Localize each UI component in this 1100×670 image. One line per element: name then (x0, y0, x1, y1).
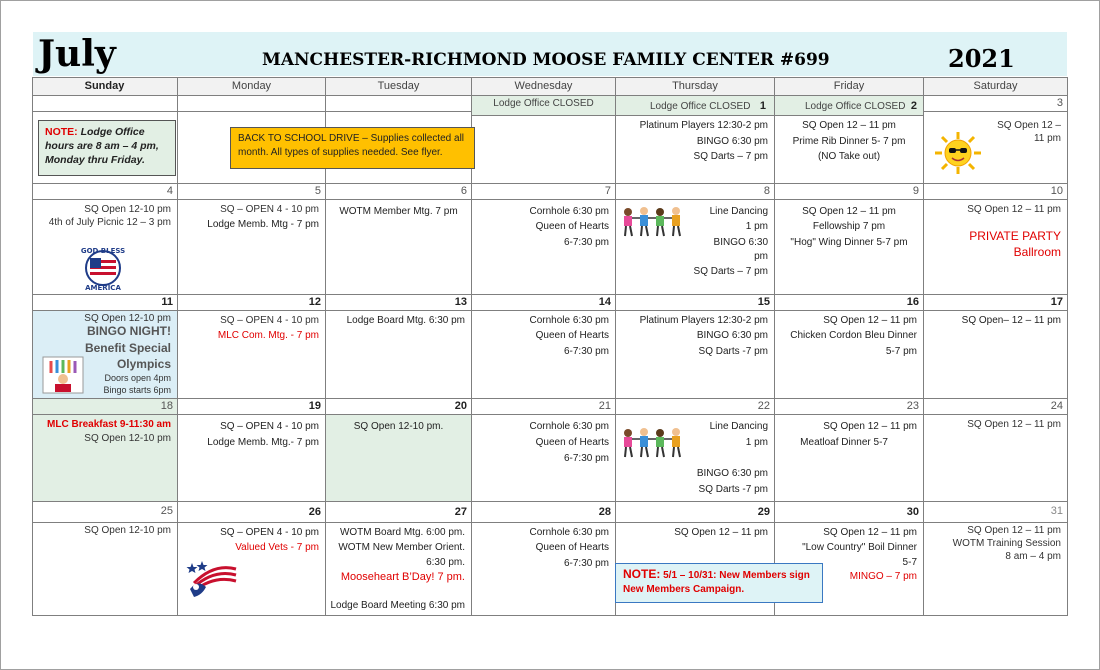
w3-sat-num (924, 295, 1068, 311)
event: Cornhole 6:30 pm (529, 206, 609, 217)
event: 6:30 pm. (426, 557, 465, 568)
line-dancing-kids-icon (620, 206, 690, 240)
w2-sat-num (924, 184, 1068, 200)
event: Line Dancing (709, 421, 768, 432)
event: Bingo starts 6pm (103, 385, 171, 395)
w2-mon-num (178, 184, 326, 200)
w3-mon-num (178, 295, 326, 311)
w5-wed (472, 523, 616, 616)
w2-fri-num (775, 184, 924, 200)
event: SQ Open 12-10 pm (84, 204, 171, 215)
w5-sun-num (32, 502, 178, 523)
w2-sun (32, 200, 178, 295)
event: Doors open 4pm (104, 373, 171, 383)
event: WOTM Member Mtg. 7 pm (339, 206, 458, 217)
day-number: 9 (912, 185, 919, 197)
w5-sat (924, 523, 1068, 616)
w2-tue (326, 200, 472, 295)
w5-sat-num (924, 502, 1068, 523)
w4-tue-num (326, 399, 472, 415)
event: SQ Darts -7 pm (698, 484, 768, 495)
w1-sun-num (32, 96, 178, 112)
event: Meatloaf Dinner 5-7 (800, 437, 888, 448)
event: SQ Darts – 7 pm (693, 151, 768, 162)
image-text: GOD BLESS (80, 247, 126, 255)
event: 1 pm (745, 437, 768, 448)
fri-closed-text: Lodge Office CLOSED (805, 101, 906, 112)
w3-mon (178, 311, 326, 399)
day-number: 8 (763, 185, 770, 197)
w1-fri-closed (775, 96, 924, 116)
w5-mon (178, 523, 326, 616)
note-label: NOTE: (45, 126, 78, 138)
w2-mon (178, 200, 326, 295)
day-header-saturday: Saturday (924, 77, 1068, 96)
lodge-hours-note (38, 120, 176, 176)
w3-thu-num (616, 295, 775, 311)
event: Lodge Board Meeting 6:30 pm (330, 600, 465, 611)
event: "Low Country" Boil Dinner (802, 542, 917, 553)
day-number: 29 (757, 506, 770, 518)
event: 6-7:30 pm (563, 453, 609, 464)
event: SQ – OPEN 4 - 10 pm (220, 204, 319, 215)
w4-wed-num (472, 399, 616, 415)
note-text: 5/1 – 10/31: New Members sign New Members Campaign. (623, 570, 810, 595)
w1-thu-closed (616, 96, 775, 116)
event: SQ Open 12-10 pm (84, 433, 171, 444)
new-members-note (615, 563, 823, 603)
event: SQ Open 12-10 pm. (353, 421, 444, 432)
event: MLC Breakfast 9-11:30 am (47, 419, 171, 430)
day-header-friday: Friday (775, 77, 924, 96)
event: "Hog" Wing Dinner 5-7 pm (790, 237, 908, 248)
event: SQ Darts -7 pm (698, 346, 768, 357)
w5-mon-num (178, 502, 326, 523)
event: SQ Open 12-10 pm (84, 313, 171, 324)
wed-closed-text: Lodge Office CLOSED (493, 98, 594, 109)
day-number: 24 (1050, 400, 1063, 412)
w4-sat (924, 415, 1068, 502)
day-number: 4 (166, 185, 173, 197)
day-number: 22 (757, 400, 770, 412)
day-number: 30 (906, 506, 919, 518)
event: BINGO NIGHT! (87, 324, 171, 338)
event: SQ Open 12 – (997, 120, 1061, 131)
day-number: 27 (454, 506, 467, 518)
w4-sun-num (32, 399, 178, 415)
event: 1 pm (745, 221, 768, 232)
event: Cornhole 6:30 pm (529, 315, 609, 326)
year-title: 2021 (948, 44, 1015, 73)
event: SQ – OPEN 4 - 10 pm (220, 315, 319, 326)
day-header-tuesday: Tuesday (326, 77, 472, 96)
w1-tue-num (326, 96, 472, 112)
event: Olympics (116, 357, 171, 371)
thu-closed-text: Lodge Office CLOSED (650, 101, 751, 112)
event: Queen of Hearts (535, 437, 609, 448)
event: BINGO 6:30 (713, 237, 768, 248)
event: Cornhole 6:30 pm (529, 421, 609, 432)
day-number: 13 (454, 296, 467, 308)
line-dancing-kids-icon (620, 427, 690, 461)
w1-wed-closed (472, 96, 616, 116)
day-header-thursday: Thursday (616, 77, 775, 96)
day-number: 2 (910, 100, 917, 112)
w4-mon (178, 415, 326, 502)
day-number: 19 (308, 400, 321, 412)
event: Queen of Hearts (535, 221, 609, 232)
w3-fri (775, 311, 924, 399)
w4-thu-num (616, 399, 775, 415)
w4-wed (472, 415, 616, 502)
event: WOTM Board Mtg. 6:00 pm. (339, 527, 465, 538)
event: Prime Rib Dinner 5- 7 pm (792, 136, 906, 147)
event: BINGO 6:30 pm (696, 468, 768, 479)
event: Ballroom (1013, 245, 1061, 259)
special-olympics-icon (41, 355, 85, 395)
event: SQ Open 12 – 11 pm (967, 525, 1061, 536)
w5-tue (326, 523, 472, 616)
event: 5-7 pm (885, 346, 917, 357)
event: 5-7 (902, 557, 917, 568)
event: SQ – OPEN 4 - 10 pm (220, 527, 319, 538)
event: SQ Open 12-10 pm (84, 525, 171, 536)
event: BINGO 6:30 pm (696, 136, 768, 147)
note-text: Lodge Office hours are 8 am – 4 pm, Monday thru Friday. (45, 126, 159, 166)
event: Chicken Cordon Bleu Dinner (790, 330, 917, 341)
day-number: 14 (598, 296, 611, 308)
note-label: NOTE: (623, 567, 661, 581)
org-title: MANCHESTER-RICHMOND MOOSE FAMILY CENTER #699 (262, 50, 830, 70)
day-number: 12 (308, 296, 321, 308)
w1-mon-num (178, 96, 326, 112)
event: (NO Take out) (817, 151, 881, 162)
w4-tue (326, 415, 472, 502)
w2-thu-num (616, 184, 775, 200)
w2-fri (775, 200, 924, 295)
w5-fri-num (775, 502, 924, 523)
event: Benefit Special (84, 341, 171, 355)
patriotic-eagle-icon (184, 559, 238, 601)
w4-mon-num (178, 399, 326, 415)
w5-sun (32, 523, 178, 616)
w3-thu (616, 311, 775, 399)
w5-tue-num (326, 502, 472, 523)
day-number: 17 (1050, 296, 1063, 308)
w2-thu (616, 200, 775, 295)
event: WOTM Training Session (952, 538, 1061, 549)
event: Valued Vets - 7 pm (235, 542, 319, 553)
w4-fri-num (775, 399, 924, 415)
event: SQ Open 12 – 11 pm (802, 206, 896, 217)
event: pm (754, 251, 768, 262)
w2-wed (472, 200, 616, 295)
w3-wed (472, 311, 616, 399)
event: Platinum Players 12:30-2 pm (639, 315, 768, 326)
month-title: July (38, 33, 116, 75)
day-number: 5 (314, 185, 321, 197)
day-header-monday: Monday (178, 77, 326, 96)
day-header-wednesday: Wednesday (472, 77, 616, 96)
event: SQ Open 12 – 11 pm (674, 527, 768, 538)
day-number: 31 (1050, 505, 1063, 517)
w3-fri-num (775, 295, 924, 311)
school-drive-note: BACK TO SCHOOL DRIVE – Supplies collected all month. All types of supplies needed. See flyer. (230, 127, 475, 169)
event: BINGO 6:30 pm (696, 330, 768, 341)
image-text: AMERICA (85, 284, 121, 292)
w1-thu (616, 116, 775, 184)
god-bless-america-icon (78, 244, 128, 292)
event: 6-7:30 pm (563, 558, 609, 569)
event: Cornhole 6:30 pm (529, 527, 609, 538)
event: Platinum Players 12:30-2 pm (639, 120, 768, 131)
sun-sunglasses-icon (932, 130, 984, 176)
w4-sat-num (924, 399, 1068, 415)
event: Lodge Memb. Mtg.- 7 pm (207, 437, 319, 448)
day-number: 25 (160, 505, 173, 517)
w1-fri (775, 116, 924, 184)
event: Queen of Hearts (535, 330, 609, 341)
event: MLC Com. Mtg. - 7 pm (217, 330, 319, 341)
w3-wed-num (472, 295, 616, 311)
event: WOTM New Member Orient. (338, 542, 465, 553)
w5-thu-num (616, 502, 775, 523)
day-number: 10 (1050, 185, 1063, 197)
w3-tue-num (326, 295, 472, 311)
w1-sat-num (924, 96, 1068, 112)
event: Lodge Memb. Mtg - 7 pm (207, 219, 319, 230)
event: Fellowship 7 pm (812, 221, 886, 232)
day-number: 28 (598, 506, 611, 518)
event: PRIVATE PARTY (969, 229, 1061, 243)
day-number: 7 (604, 185, 611, 197)
w3-sat (924, 311, 1068, 399)
w3-sun (32, 311, 178, 399)
event: SQ Open 12 – 11 pm (823, 527, 917, 538)
event: Mooseheart B’Day! 7 pm. (340, 571, 465, 583)
w1-sat (924, 112, 1068, 184)
day-number: 6 (460, 185, 467, 197)
w2-sat (924, 200, 1068, 295)
event: Lodge Board Mtg. 6:30 pm (346, 315, 465, 326)
event: SQ Open 12 – 11 pm (967, 204, 1061, 215)
day-number: 23 (906, 400, 919, 412)
w2-tue-num (326, 184, 472, 200)
event: SQ Darts – 7 pm (693, 266, 768, 277)
w4-sun (32, 415, 178, 502)
event: MINGO – 7 pm (849, 571, 917, 582)
event: SQ – OPEN 4 - 10 pm (220, 421, 319, 432)
w2-wed-num (472, 184, 616, 200)
day-header-sunday: Sunday (32, 77, 178, 96)
event: 8 am – 4 pm (1005, 551, 1061, 562)
event: 6-7:30 pm (563, 346, 609, 357)
w4-fri (775, 415, 924, 502)
w1-wed (472, 116, 616, 184)
w2-sun-num (32, 184, 178, 200)
event: 4th of July Picnic 12 – 3 pm (48, 217, 171, 228)
day-number: 11 (161, 296, 173, 308)
event: SQ Open– 12 – 11 pm (961, 315, 1061, 326)
event: 11 pm (1033, 133, 1061, 144)
event: 6-7:30 pm (563, 237, 609, 248)
w3-tue (326, 311, 472, 399)
event: SQ Open 12 – 11 pm (967, 419, 1061, 430)
day-number: 15 (757, 296, 770, 308)
event: SQ Open 12 – 11 pm (823, 315, 917, 326)
event: Line Dancing (709, 206, 768, 217)
day-number: 1 (759, 100, 766, 112)
day-number: 21 (598, 400, 611, 412)
day-number: 26 (308, 506, 321, 518)
event: SQ Open 12 – 11 pm (802, 120, 896, 131)
event: Queen of Hearts (535, 542, 609, 553)
day-number: 18 (160, 400, 173, 412)
day-number: 3 (1056, 97, 1063, 109)
w5-wed-num (472, 502, 616, 523)
day-number: 20 (454, 400, 467, 412)
event: SQ Open 12 – 11 pm (823, 421, 917, 432)
day-number: 16 (906, 296, 919, 308)
w3-sun-num (32, 295, 178, 311)
w4-thu (616, 415, 775, 502)
